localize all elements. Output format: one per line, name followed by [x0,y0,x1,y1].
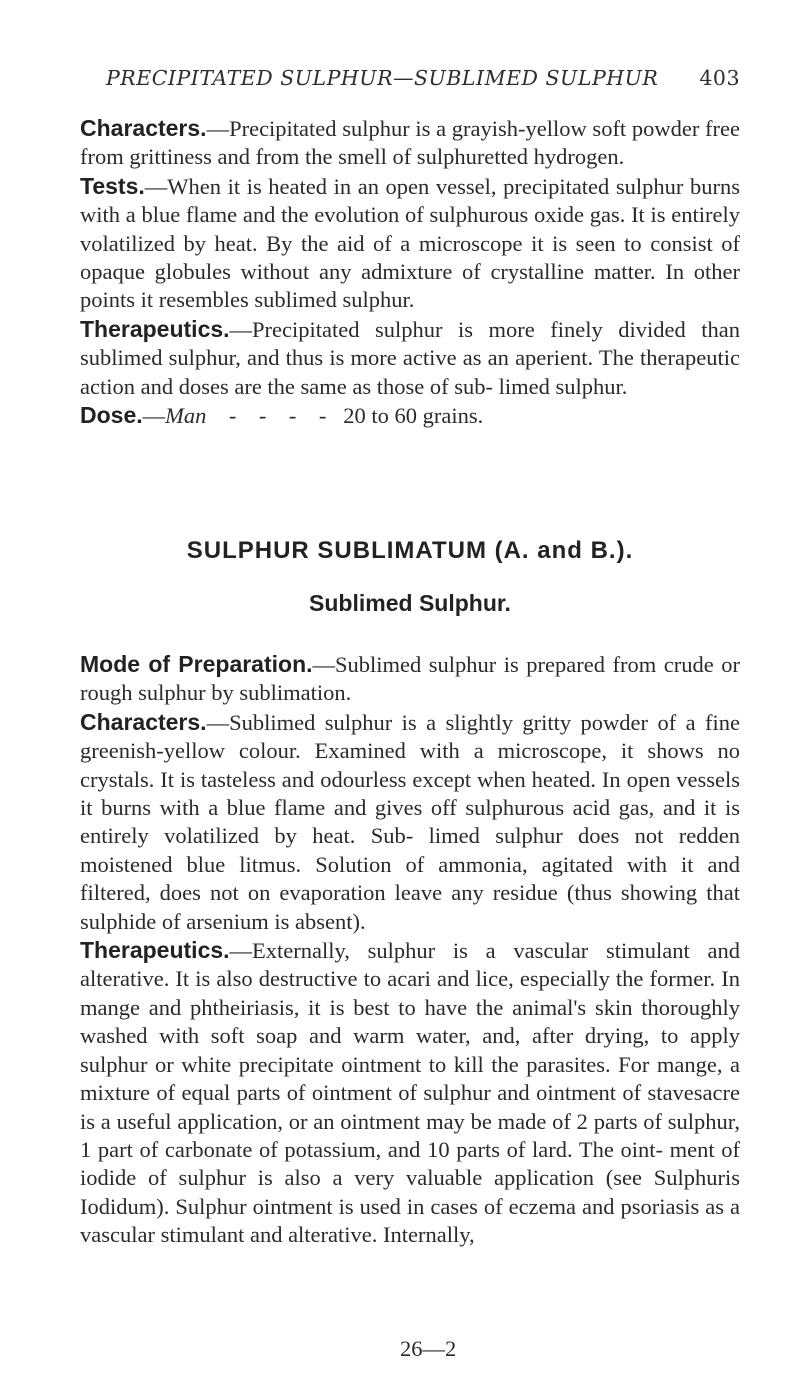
characters-paragraph [80,114,740,172]
tests-text: —When it is heated in an open vessel, precipitated sulphur burns with a blue flame and the evolution of sulphurous oxide gas. It is entirely volatilized by heat. By the aid of a microscope it is seen to consist of opaque globules without any admixture of crystalline matter. In other points it resembles sublimed sulphur. [80,173,740,313]
precipitated-sulphur-section [80,114,740,430]
characters-text: —Precipitated sulphur is a grayish-yellow soft powder free from grittiness and from the smell of sulphuretted hydrogen. [80,116,740,170]
mode-text: —Sublimed sulphur is prepared from crude or rough sulphur by sublimation. [80,652,740,706]
dose-paragraph [80,401,740,430]
therapeutics-paragraph [80,315,740,401]
sublimed-characters-text: —Sublimed sulphur is a slightly gritty powder of a fine greenish-yellow colour. Examined with a microscope, it shows no crystals. It is tasteless and odourless except when heated. In open vessels it burns with a blue flame and gives off sulphurous acid gas, and it is entirely volatilized by heat. Sub- limed sulphur does not redden moistened blue litmus. Solution of ammonia, agitated with it and filtered, does not on evaporation leave any residue (thus showing that sulphide of arsenium is absent). [80,709,740,934]
signature-mark: 26—2 [400,1336,457,1361]
running-header [80,66,740,96]
running-title: PRECIPITATED SULPHUR—SUBLIMED SULPHUR [106,66,659,90]
sublimed-characters-heading: Characters. [80,708,207,735]
therapeutics-heading: Therapeutics. [80,315,230,342]
sublimed-therapeutics-heading: Therapeutics. [80,937,230,964]
mode-paragraph [80,650,740,708]
sublimed-sulphur-section [80,650,740,1250]
tests-paragraph [80,172,740,315]
mode-heading: Mode of Preparation. [80,651,313,677]
dose-heading: Dose. [80,402,143,429]
section-subtitle: Sublimed Sulphur. [309,590,511,616]
page-number: 403 [699,66,740,90]
dose-value: 20 to 60 grains. [343,403,484,429]
sublimed-therapeutics-text: —Externally, sulphur is a vascular stimulant and alterative. It is also destructive to acari and lice, especially the former. In mange and phtheiriasis, it is best to have the animal's skin thoroughly washed with soft soap and warm water, and, after drying, to apply sulphur or white precipitate ointment to kill the parasites. For mange, a mixture of equal parts of ointment of sulphur and ointment of stavesacre is a useful application, or an ointment may be made of 2 parts of sulphur, 1 part of carbonate of potassium, and 10 parts of lard. The oint- ment of iodide of sulphur is also a very valuable application (see Sulphuris Iodidum). Sulphur ointment is used in cases of eczema and psoriasis as a vascular stimulant and alterative. Internally, [80,938,740,1248]
dose-dash: — [142,403,166,429]
tests-heading: Tests. [80,172,145,199]
therapeutics-text: —Precipitated sulphur is more finely divided than sublimed sulphur, and thus is more active as an aperient. The therapeutic action and doses are the same as those of sub- limed sulphur. [80,316,740,399]
dose-leader: - - - - [206,403,344,429]
section-title: SULPHUR SUBLIMATUM (A. and B.). [186,537,634,564]
characters-heading: Characters. [80,115,207,141]
sublimed-characters-paragraph [80,708,740,936]
sublimed-therapeutics-paragraph [80,936,740,1249]
dose-label: Man [165,403,207,429]
